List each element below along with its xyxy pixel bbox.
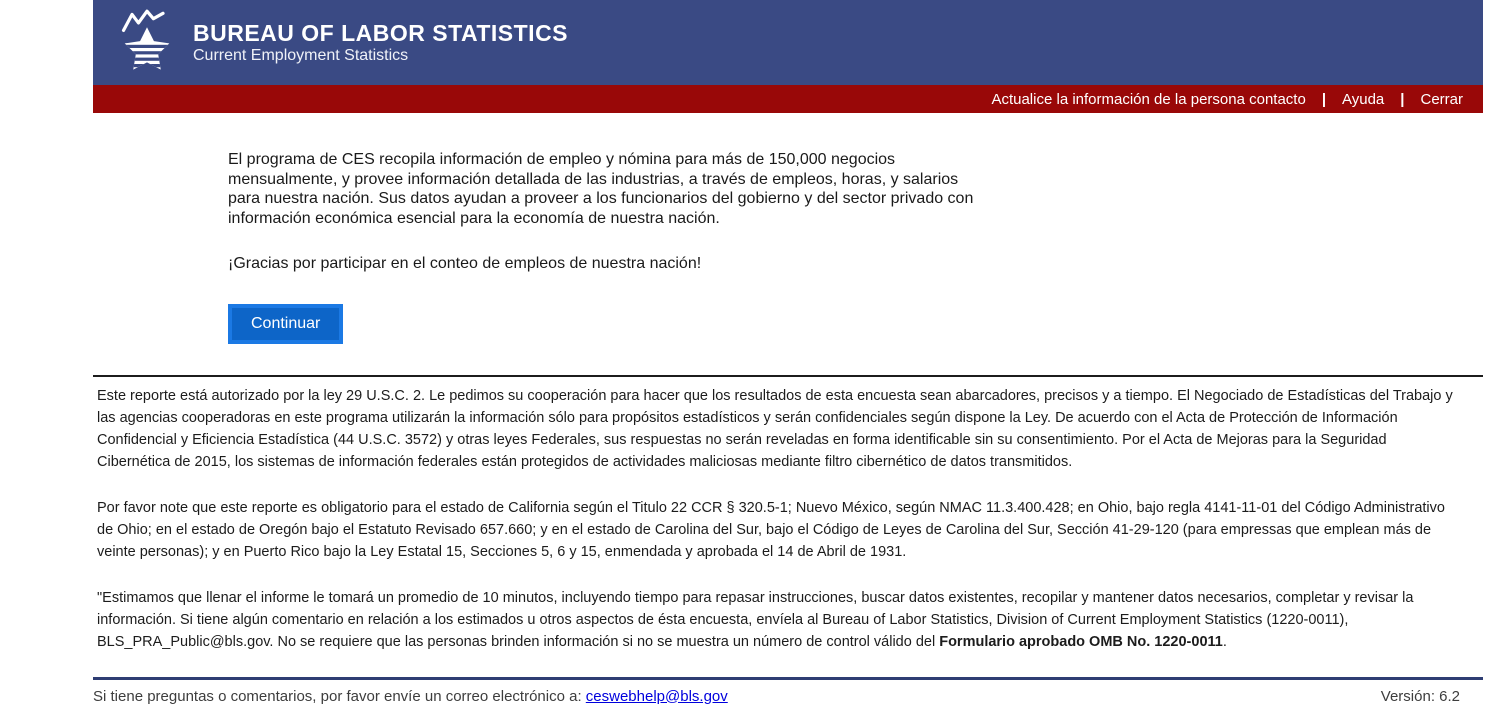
page-subtitle: Current Employment Statistics (193, 46, 409, 64)
top-nav (93, 85, 1483, 113)
nav-separator: | (1321, 90, 1327, 108)
legal-paragraph-mandatory-states: Por favor note que este reporte es obligatorio para el estado de California según el Titulo 22 CCR § 320.5-1; Nuevo México, según NMAC 11.3.400.428; en Ohio, bajo regla 4141-11-01 del Código Administrativo de Ohio; en el estado de Oregón bajo el Estatuto Revisado 657.660; y en el estado de Carolina del Sur, bajo el Código de Leyes de Carolina del Sur, Sección 41-29-120 (para empressas que emplean más de veinte personas); y en Puerto Rico bajo la Ley Estatal 15, Secciones 5, 6 y 15, enmendada y aprobada el 14 de Abril de 1931. (97, 499, 1445, 560)
page-title: BUREAU OF LABOR STATISTICS (193, 19, 569, 46)
bls-star-logo-icon (115, 8, 179, 77)
footer-email-link[interactable]: ceswebhelp@bls.gov (585, 687, 728, 705)
legal-section (97, 385, 1463, 653)
header (93, 0, 1483, 85)
thanks-line: ¡Gracias por participar en el conteo de empleos de nuestra nación! (228, 255, 702, 272)
continue-button[interactable]: Continuar (228, 304, 343, 344)
footer-divider (93, 677, 1483, 680)
footer (93, 688, 1460, 705)
legal-divider (93, 375, 1483, 377)
nav-link-update-contact[interactable]: Actualice la información de la persona contacto (991, 90, 1306, 108)
nav-separator: | (1400, 90, 1405, 108)
header-titles (193, 20, 568, 66)
nav-link-help[interactable]: Ayuda (1342, 90, 1385, 108)
legal-paragraph-burden-text: "Estimamos que llenar el informe le tomará un promedio de 10 minutos, incluyendo tiempo para repasar instrucciones, buscar datos existentes, recopilar y mantener datos necesarios, completar y revisar la información. Si tiene algún comentario en relación a los estimados u otros aspectos de ésta encuesta, envíela al Bureau of Labor Statistics, Division of Current Employment Statistics (1220-0011), BLS_PRA_Public@bls.gov. No se requiere que las personas brinden información si no se muestra un número de control válido del (97, 589, 1414, 650)
legal-paragraph-burden-estimate (97, 587, 1463, 653)
footer-help (93, 688, 728, 705)
omb-form-number: Formulario aprobado OMB No. 1220-0011 (939, 633, 1223, 650)
legal-paragraph-authorization: Este reporte está autorizado por la ley 29 U.S.C. 2. Le pedimos su cooperación para hacer que los resultados de esta encuesta sean abarcadores, precisos y a tiempo. El Negociado de Estadísticas del Trabajo y las agencias cooperadoras en este programa utilizarán la información sólo para propósitos estadísticos y serán confidenciales según dispone la Ley. De acuerdo con el Acta de Protección de Información Confidencial y Eficiencia Estadística (44 U.S.C. 3572) y otras leyes Federales, sus respuestas no serán reveladas en forma identificable sin su consentimiento. Por el Acta de Mejoras para la Seguridad Cibernética de 2015, los sistemas de información federales están protegidos de actividades maliciosas mediante filtro cibernético de datos transmitidos. (97, 387, 1453, 470)
nav-link-close[interactable]: Cerrar (1420, 90, 1463, 108)
version-label: Versión: 6.2 (1380, 687, 1460, 705)
legal-paragraph-burden-period: . (1222, 633, 1227, 650)
footer-help-text: Si tiene preguntas o comentarios, por favor envíe un correo electrónico a: (93, 687, 586, 705)
intro-paragraph: El programa de CES recopila información de empleo y nómina para más de 150,000 negocios mensualmente, y provee información detallada de las industrias, a través de empleos, horas, y salarios para nuestra nación. Sus datos ayudan a proveer a los funcionarios del gobierno y del sector privado con información económica esencial para la economía de nuestra nación. (228, 151, 974, 227)
